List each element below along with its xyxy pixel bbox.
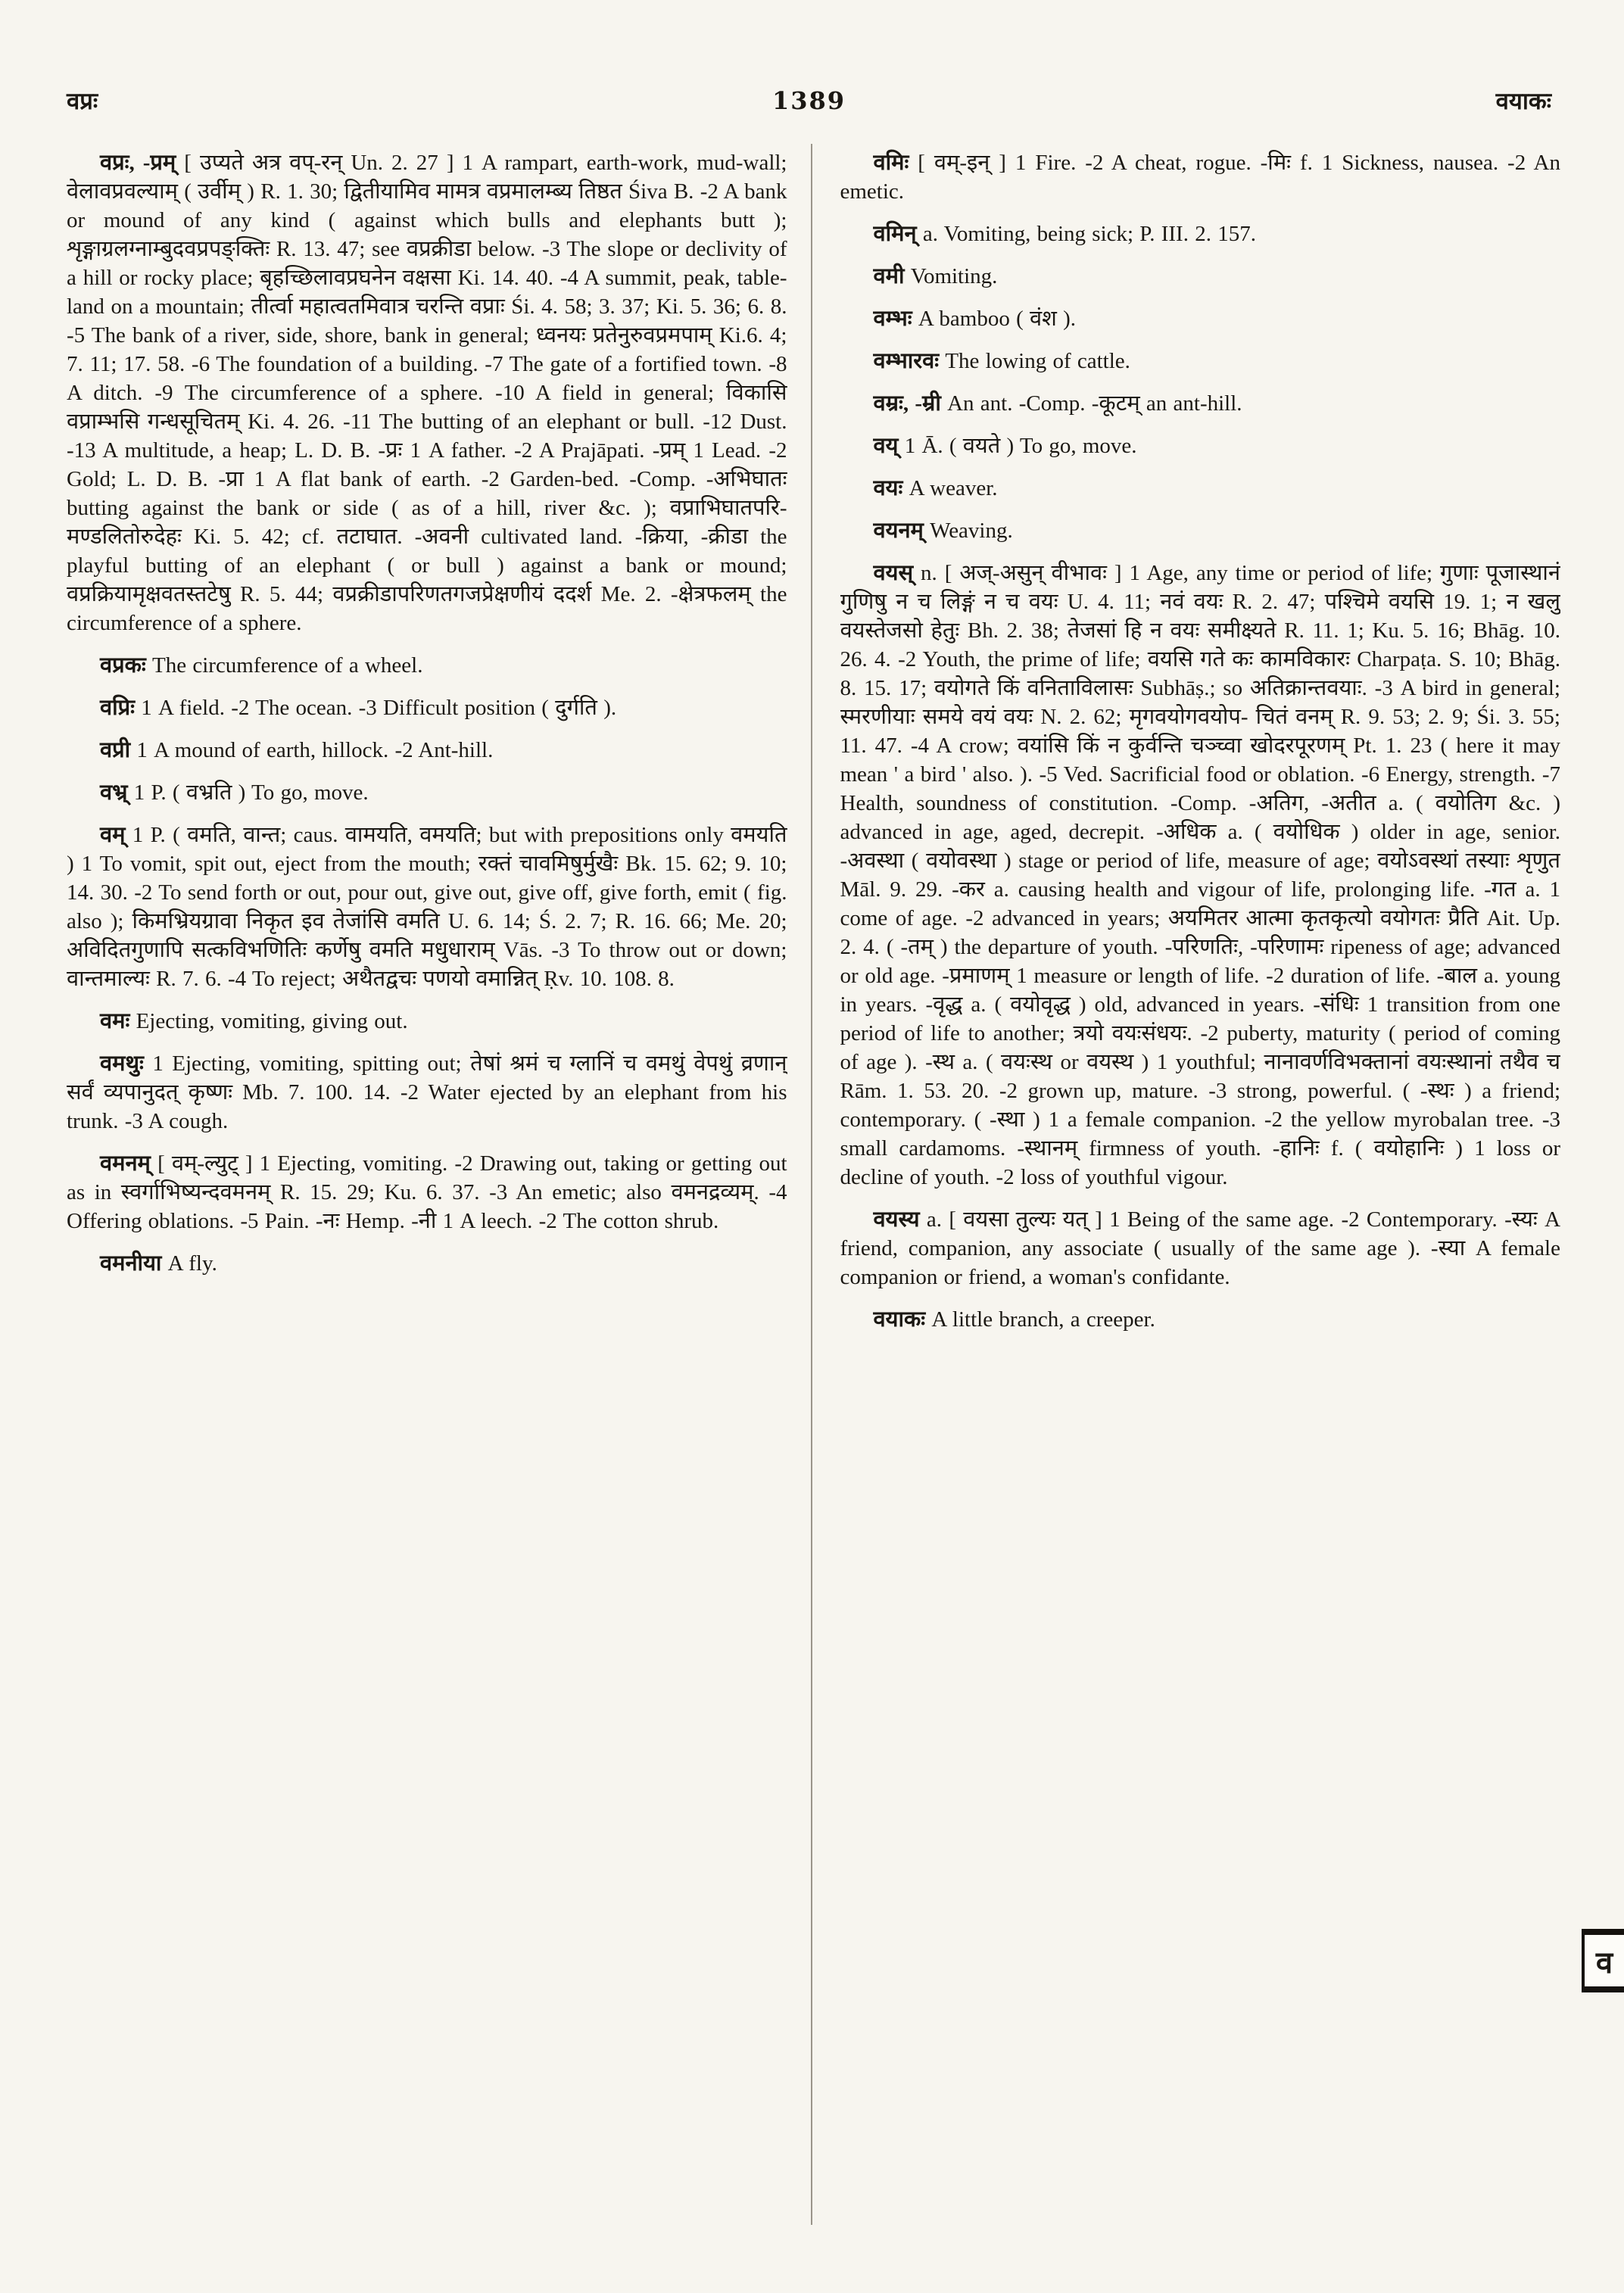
entry-body: n. [ अज्-असुन् वीभावः ] 1 Age, any time or period of life; गुणाः पूजास्थानं गुणिषु न च लिङ्गं न च वयः U. 4. 11; नवं वयः R. 2. 47; पश्चिमे वयसि 19. 1; न खलु वयस्तेजसो हेतुः Bh. 2. 38; तेजसां हि न वयः समीक्ष्यते R. 11. 1; Ku. 5. 16; Bhāg. 10. 26. 4. -2 Youth, the prime of life; वयसि गते कः कामविकारः Charpaṭa. S. 10; Bhāg. 8. 15. 17; वयोगते किं वनिताविलासः Subhāṣ.; so अतिक्रान्तवयाः. -3 A bird in general; स्मरणीयाः समये वयं वयः N. 2. 62; मृगवयोगवयोप- चितं वनम् R. 9. 53; 2. 9; Śi. 3. 55; 11. 47. -4 A crow; वयांसि किं न कुर्वन्ति चञ्च्वा खोदरपूरणम् Pt. 1. 23 ( here it may mean ' a bird ' also. ). -5 Ved. Sacrificial food or oblation. -6 Energy, strength. -7 Health, soundness of constitution. -Comp. -अतिग, -अतीत a. ( वयोतिग &c. ) advanced in age, aged, decrepit. -अधिक a. ( वयोधिक ) older in age, senior. -अवस्था ( वयोवस्था ) stage or period of life, measure of age; वयोऽवस्थां तस्याः शृणुत Māl. 9. 29. -कर a. causing health and vigour of life, prolonging life. -गत a. 1 come of age. -2 advanced in years; अयमितर आत्मा कृतकृत्यो वयोगतः प्रैति Ait. Up. 2. 4. ( -तम् ) the departure of youth. -परिणतिः, -परिणामः ripeness of age; advanced or old age. -प्रमाणम् 1 measure or length of life. -2 duration of life. -बाल a. young in years. -वृद्ध a. ( वयोवृद्ध ) old, advanced in years. -संधिः 1 transition from one period of life to another; त्रयो वयःसंधयः. -2 puberty, maturity ( period of coming of age ). -स्थ a. ( वयःस्थ or वयस्थ ) 1 youthful; नानावर्णविभक्तानां वयःस्थानां तथैव च Rām. 1. 53. 20. -2 grown up, mature. -3 strong, powerful. ( -स्थः ) a friend; contemporary. ( -स्था ) 1 a female companion. -2 the yellow myrobalan tree. -3 small cardamoms. -स्थानम् firmness of youth. -हानिः f. ( वयोहानिः ) 1 loss or decline of youth. -2 loss of youthful vigour. <box>840 561 1560 1189</box>
dictionary-entry <box>840 220 1561 248</box>
headword: वम्भः <box>873 307 912 331</box>
header-word-left: वप्रः <box>67 88 98 114</box>
headword: वयः <box>873 476 903 500</box>
entry-body: A little branch, a creeper. <box>931 1307 1155 1332</box>
headword: वमिः <box>873 151 909 175</box>
entry-body: [ उप्यते अत्र वप्-रन् Un. 2. 27 ] 1 A rampart, earth-work, mud-wall; वेलावप्रवल्याम् ( उर्वीम् ) R. 1. 30; द्वितीयामिव मामत्र वप्रमालम्ब्य तिष्ठत Śiva B. -2 A bank or mound of any kind ( against which bulls and elephants butt ); शृङ्गाग्रलग्नाम्बुदवप्रपङ्क्तिः R. 13. 47; see वप्रक्रीडा below. -3 The slope or declivity of a hill or rocky place; बृहच्छिलावप्रघनेन वक्षसा Ki. 14. 40. -4 A summit, peak, table-land on a mountain; तीर्त्वा महात्वतमिवात्र चरन्ति वप्राः Śi. 4. 58; 3. 37; Ki. 5. 36; 6. 8. -5 The bank of a river, side, shore, bank in general; ध्वनयः प्रतेनुरुवप्रमपाम् Ki.6. 4; 7. 11; 17. 58. -6 The foundation of a building. -7 The gate of a fortified town. -8 A ditch. -9 The circumference of a sphere. -10 A field in general; विकासि वप्राम्भसि गन्धसूचितम् Ki. 4. 26. -11 The butting of an elephant or bull. -12 Dust. -13 A multitude, a heap; L. D. B. -प्रः 1 A father. -2 A Prajāpati. -प्रम् 1 Lead. -2 Gold; L. D. B. -प्रा 1 A flat bank of earth. -2 Garden-bed. -Comp. -अभिघातः butting against the bank or side ( as of a hill, river &c. ); वप्राभिघातपरि- मण्डलितोरुदेहः Ki. 5. 42; cf. तटाघात. -अवनी cultivated land. -क्रिया, -क्रीडा the playful butting of an elephant ( or bull ) against a bank or mound; वप्रक्रियामृक्षवतस्तटेषु R. 5. 44; वप्रक्रीडापरिणतगजप्रेक्षणीयं ददर्श Me. 2. -क्षेत्रफलम् the circumference of a sphere. <box>67 151 787 635</box>
header-word-right: वयाकः <box>1495 88 1551 114</box>
headword: वम् <box>100 823 126 847</box>
running-head <box>67 85 1551 117</box>
entry-body: The lowing of cattle. <box>945 349 1130 373</box>
headword: वय् <box>873 434 899 458</box>
entry-body: Weaving. <box>930 519 1013 543</box>
entry-body: 1 A mound of earth, hillock. -2 Ant-hill. <box>136 738 494 762</box>
text-columns <box>67 148 1560 2263</box>
dictionary-entry <box>840 347 1561 375</box>
entry-body: A weaver. <box>909 476 998 500</box>
headword: वयस्य <box>873 1207 920 1232</box>
dictionary-entry <box>67 148 787 637</box>
entry-body: 1 P. ( वमति, वान्त; caus. वामयति, वमयति; but with prepositions only वमयति ) 1 To vomit, spit out, eject from the mouth; रक्तं चावमिषुर्मुखैः Bk. 15. 62; 9. 10; 14. 30. -2 To send forth or out, pour out, give out, give off, give forth, emit ( fig. also ); किमभ्रियग्रावा निकृत इव तेजांसि वमति U. 6. 14; Ś. 2. 7; R. 16. 66; Me. 20; अविदितगुणापि सत्कविभणितिः कर्णेषु वमति मधुधाराम् Vās. -3 To throw out or down; वान्तमाल्यः R. 7. 6. -4 To reject; अथैतद्वचः पणयो वमान्नित् Ṛv. 10. 108. 8. <box>67 823 787 991</box>
headword: वमिन् <box>873 222 917 246</box>
entry-body: An ant. -Comp. -कूटम् an ant-hill. <box>947 391 1242 416</box>
dictionary-entry <box>840 1305 1561 1334</box>
dictionary-entry <box>67 1249 787 1278</box>
entry-body: a. [ वयसा तुल्यः यत् ] 1 Being of the same age. -2 Contemporary. -स्यः A friend, companion, any associate ( usually of the same age ). -स्या A female companion or friend, a woman's confidante. <box>840 1207 1560 1289</box>
left-column <box>67 148 787 2263</box>
entry-body: 1 P. ( वभ्रति ) To go, move. <box>133 780 369 805</box>
headword: वमः <box>100 1009 130 1033</box>
dictionary-entry <box>67 1049 787 1136</box>
headword: वमनीया <box>100 1251 162 1276</box>
headword: वम्भारवः <box>873 349 940 373</box>
dictionary-entry <box>840 516 1561 545</box>
dictionary-entry <box>840 389 1561 418</box>
page-number: 1389 <box>771 86 846 115</box>
thumb-tab-letter: व <box>1595 1945 1613 1980</box>
headword: वमथुः <box>100 1051 144 1076</box>
dictionary-entry <box>840 1205 1561 1291</box>
dictionary-entry <box>67 821 787 993</box>
entry-body: Ejecting, vomiting, giving out. <box>136 1009 408 1033</box>
dictionary-entry <box>67 693 787 722</box>
dictionary-entry <box>840 262 1561 291</box>
dictionary-entry <box>840 431 1561 460</box>
headword: वयनम् <box>873 519 924 543</box>
dictionary-entry <box>67 651 787 680</box>
headword: वयस् <box>873 561 914 585</box>
entry-body: A fly. <box>167 1251 217 1276</box>
headword: वप्रकः <box>100 653 146 678</box>
headword: वमी <box>873 264 905 288</box>
entry-body: 1 Ejecting, vomiting, spitting out; तेषां श्रमं च ग्लानिं च वमथुं वेपथुं व्रणान् सर्वं व्यपानुदत् कृष्णः Mb. 7. 100. 14. -2 Water ejected by an elephant from his trunk. -3 A cough. <box>67 1051 787 1133</box>
headword: वभ्र् <box>100 780 128 805</box>
dictionary-entry <box>67 1149 787 1235</box>
dictionary-entry <box>67 1007 787 1036</box>
entry-body: A bamboo ( वंश ). <box>918 307 1077 331</box>
headword: वप्रः, -प्रम् <box>100 151 176 175</box>
headword: वयाकः <box>873 1307 926 1332</box>
dictionary-entry <box>67 778 787 807</box>
dictionary-entry <box>840 304 1561 333</box>
headword: वम्रः, -म्री <box>873 391 941 416</box>
headword: वप्रिः <box>100 696 135 720</box>
entry-body: 1 A field. -2 The ocean. -3 Difficult position ( दुर्गति ). <box>141 696 617 720</box>
entry-body: The circumference of a wheel. <box>152 653 423 678</box>
right-column <box>840 148 1561 2263</box>
thumb-index-tab <box>1582 1929 1624 1992</box>
dictionary-entry <box>67 736 787 765</box>
entry-body: 1 Ā. ( वयते ) To go, move. <box>904 434 1137 458</box>
dictionary-entry <box>840 559 1561 1192</box>
entry-body: Vomiting. <box>910 264 998 288</box>
dictionary-entry <box>840 148 1561 206</box>
dictionary-entry <box>840 474 1561 503</box>
entry-body: [ वम्-इन् ] 1 Fire. -2 A cheat, rogue. -मिः f. 1 Sickness, nausea. -2 An emetic. <box>840 151 1560 204</box>
headword: वप्री <box>100 738 131 762</box>
entry-body: a. Vomiting, being sick; P. III. 2. 157. <box>922 222 1256 246</box>
headword: वमनम् <box>100 1151 151 1176</box>
entry-body: [ वम्-ल्युट् ] 1 Ejecting, vomiting. -2 Drawing out, taking or getting out as in स्वर्गाभिष्यन्दवमनम् R. 15. 29; Ku. 6. 37. -3 An emetic; also वमनद्रव्यम्. -4 Offering oblations. -5 Pain. -नः Hemp. -नी 1 A leech. -2 The cotton shrub. <box>67 1151 787 1233</box>
